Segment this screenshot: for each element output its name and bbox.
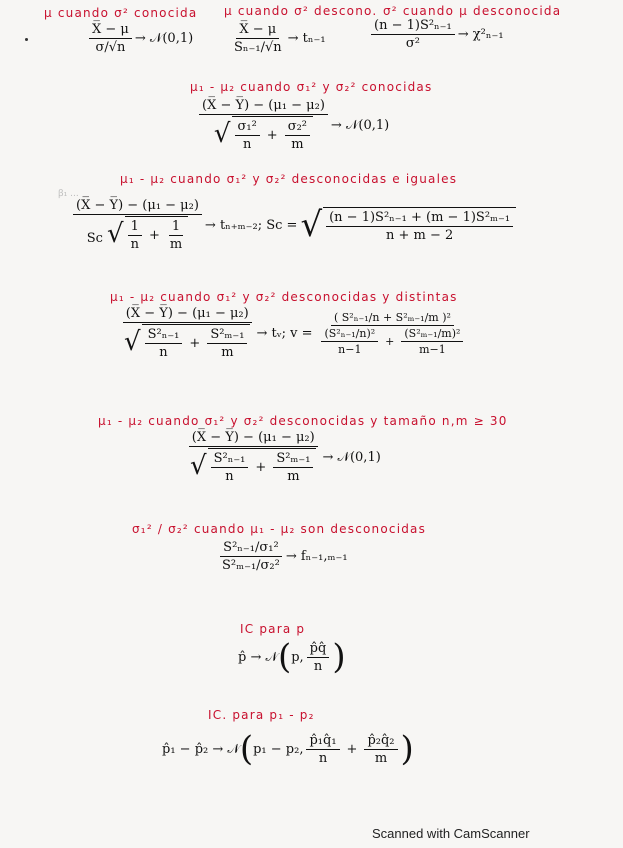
result: → 𝒩(0,1): [134, 31, 194, 46]
formula-ic-p: [238, 637, 346, 677]
numerator: p̂₂q̂₂: [364, 733, 397, 750]
numerator: (X̅ − Y̅) − (μ₁ − μ₂): [189, 430, 318, 447]
fraction: [401, 327, 463, 356]
fraction: [231, 22, 285, 55]
numerator: 1: [128, 219, 142, 236]
formula-t-pooled: [70, 198, 516, 252]
numerator: σ₁²: [235, 119, 260, 136]
numerator: S²ₙ₋₁: [211, 451, 249, 468]
plus-sign: +: [148, 228, 160, 243]
denominator: n: [313, 658, 323, 674]
numerator: p̂₁q̂₁: [306, 733, 339, 750]
formula-z-large: [184, 430, 381, 484]
numerator: S²ₙ₋₁/σ₁²: [220, 540, 282, 557]
formula-z-mean: [86, 22, 193, 55]
fraction: [73, 198, 202, 252]
formula-t-mean: [228, 22, 326, 55]
fraction: [273, 451, 313, 484]
scanner-watermark: Scanned with CamScanner: [372, 826, 530, 841]
heading-variance-ratio: σ₁² / σ₂² cuando μ₁ - μ₂ son desconocidas: [132, 522, 427, 536]
param: p,: [291, 649, 304, 665]
fraction: [306, 733, 339, 766]
denominator: n−1: [338, 342, 362, 356]
denominator: [187, 447, 319, 484]
fraction: [326, 210, 513, 243]
denominator: m: [169, 237, 183, 252]
heading-ic-p-diff: IC. para p₁ - p₂: [208, 708, 315, 722]
numerator: ( S²ₙ₋₁/n + S²ₘ₋₁/m )²: [331, 311, 454, 326]
denominator: m: [287, 469, 300, 484]
plus-sign: +: [255, 460, 267, 475]
radicand: [232, 116, 314, 152]
plus-sign: +: [266, 128, 278, 143]
sqrt: [300, 207, 516, 243]
radical-sign: √: [300, 205, 323, 245]
pen-dot: [25, 38, 28, 41]
sc-label: Sc: [86, 231, 103, 246]
open-paren: (: [239, 729, 254, 769]
fraction: [211, 451, 249, 484]
denominator: n: [130, 237, 139, 252]
formula-t-welch: [118, 306, 472, 360]
numerator: X̅ − μ: [89, 22, 132, 39]
fraction: [89, 22, 132, 55]
denominator: n: [318, 750, 328, 766]
fraction: [199, 98, 328, 152]
fraction: [219, 540, 283, 573]
formula-chi-variance: [368, 18, 504, 51]
denominator: m: [221, 345, 234, 360]
close-paren: ): [400, 729, 414, 769]
heading-mu-sigma-unknown: μ cuando σ² descono.: [224, 4, 378, 18]
numerator: (X̅ − Y̅) − (μ₁ − μ₂): [73, 198, 202, 215]
formula-ic-p-diff: [162, 729, 414, 769]
sqrt: [214, 116, 313, 152]
param: p₁ − p₂,: [253, 741, 304, 757]
faint-mark: ꞵ₁ ...: [58, 189, 79, 199]
radicand: [208, 448, 317, 484]
plus-sign: +: [189, 336, 201, 351]
numerator: (n − 1)S²ₙ₋₁ + (m − 1)S²ₘ₋₁: [326, 210, 513, 227]
open-paren: (: [277, 637, 292, 677]
radical-sign: √: [213, 119, 231, 149]
fraction: [321, 327, 378, 356]
heading-diff-unknown-equal: μ₁ - μ₂ cuando σ₁² y σ₂² desconocidas e iguales: [120, 172, 458, 186]
radicand: [125, 216, 189, 252]
denominator: [84, 215, 192, 252]
denominator: S²ₘ₋₁/σ₂²: [222, 558, 280, 573]
heading-mu-sigma-known: μ cuando σ² conocida: [44, 6, 198, 20]
numerator: (n − 1)S²ₙ₋₁: [371, 18, 455, 35]
numerator: S²ₘ₋₁: [207, 327, 247, 344]
denominator: n + m − 2: [385, 228, 454, 243]
numerator: 1: [169, 219, 183, 236]
numerator: p̂q̂: [307, 641, 330, 658]
formula-f-ratio: [216, 540, 348, 573]
numerator: σ₂²: [285, 119, 310, 136]
denominator: m: [374, 750, 388, 766]
result: → 𝒩(0,1): [330, 117, 390, 133]
fraction: [207, 327, 247, 360]
denominator: Sₙ₋₁/√n: [234, 40, 282, 55]
denominator: n: [225, 469, 234, 484]
fraction: [121, 306, 253, 360]
fraction: [128, 219, 142, 252]
fraction: [167, 219, 185, 252]
sqrt: [124, 324, 250, 360]
sqrt: [190, 448, 316, 484]
fraction: [187, 430, 319, 484]
result: → fₙ₋₁,ₘ₋₁: [285, 549, 348, 564]
plus-sign: +: [385, 334, 395, 348]
denominator: σ/√n: [95, 40, 126, 55]
denominator: n: [242, 137, 252, 152]
plus-sign: +: [346, 741, 358, 757]
numerator: (S²ₘ₋₁/m)²: [401, 327, 463, 342]
numerator: (X̅ − Y̅) − (μ₁ − μ₂): [199, 98, 328, 115]
fraction: [315, 311, 469, 356]
fraction: [371, 18, 455, 51]
denominator: [121, 323, 253, 360]
close-paren: ): [332, 637, 346, 677]
heading-diff-large-samples: μ₁ - μ₂ cuando σ₁² y σ₂² desconocidas y tamaño n,m ≥ 30: [98, 414, 508, 428]
heading-diff-known: μ₁ - μ₂ cuando σ₁² y σ₂² conocidas: [190, 80, 433, 94]
sqrt: [107, 216, 188, 252]
heading-sigma-mu-unknown: σ² cuando μ desconocida: [383, 4, 562, 18]
denominator: σ²: [405, 36, 420, 51]
formula-z-diff: [196, 98, 389, 152]
radical-sign: √: [124, 327, 141, 357]
fraction: [364, 733, 397, 766]
numerator: S²ₘ₋₁: [273, 451, 313, 468]
heading-diff-unknown-distinct: μ₁ - μ₂ cuando σ₁² y σ₂² desconocidas y distintas: [110, 290, 458, 304]
radicand: [142, 324, 251, 360]
denominator: n: [159, 345, 168, 360]
denominator: [211, 115, 316, 152]
numerator: (S²ₙ₋₁/n)²: [321, 327, 378, 342]
numerator: S²ₙ₋₁: [145, 327, 183, 344]
denominator: m: [291, 137, 304, 152]
result: → 𝒩(0,1): [322, 449, 381, 465]
fraction: [145, 327, 183, 360]
fraction: [307, 641, 330, 674]
result: → tᵥ; v =: [256, 325, 313, 341]
radical-sign: √: [107, 219, 124, 249]
numerator: (X̅ − Y̅) − (μ₁ − μ₂): [123, 306, 252, 323]
heading-ic-p: IC para p: [240, 622, 306, 636]
denominator: [315, 326, 469, 356]
denominator: m−1: [419, 342, 446, 356]
radicand: [323, 207, 516, 243]
result: → tₙ₋₁: [287, 31, 326, 46]
lhs: p̂₁ − p̂₂ → 𝒩: [162, 741, 240, 757]
lhs: p̂ → 𝒩: [238, 649, 278, 665]
fraction: [285, 119, 310, 152]
result: → tₙ₊ₘ₋₂; Sc =: [204, 217, 298, 233]
fraction: [235, 119, 260, 152]
numerator: X̅ − μ: [236, 22, 279, 39]
result: → χ²ₙ₋₁: [457, 27, 504, 42]
radical-sign: √: [190, 451, 207, 481]
